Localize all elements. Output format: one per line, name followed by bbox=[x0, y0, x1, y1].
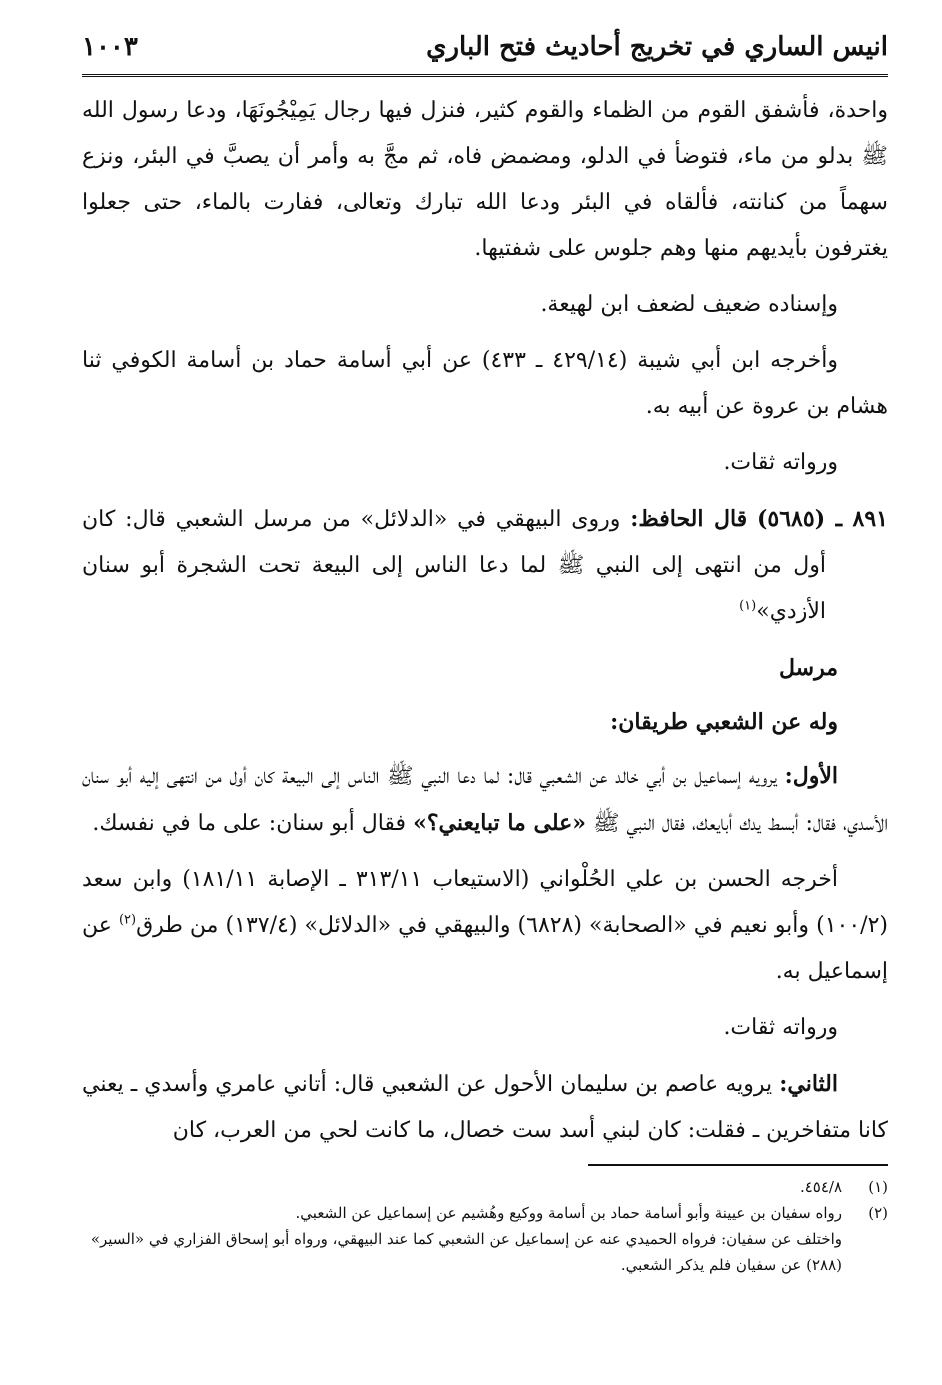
paragraph-continuation: واحدة، فأشفق القوم من الظماء والقوم كثير، فنزل فيها رجال يَمِيْجُونَهَا، ودعا رسول الله ﷺ بدلو من ماء، فتوضأ في الدلو، ومضمض فاه، ثم مجَّ به وأمر أن يصبَّ في البئر، ونزع سهماً من كنانته، فألقاه في البئر ودعا الله تبارك وتعالى، ففارت بالماء، حتى جعلوا يغترفون بأيديهم منها وهم جلوس على شفتيها. bbox=[82, 98, 888, 261]
page-number: ١٠٠٣ bbox=[82, 32, 138, 62]
footnote-1 bbox=[82, 1174, 888, 1200]
hadith-number: ٨٩١ ـ (٥٦٨٥) bbox=[757, 506, 888, 532]
page-header bbox=[82, 30, 888, 74]
paragraph-first-route-takhrij bbox=[82, 857, 888, 995]
footnote-number: (١) bbox=[868, 1178, 888, 1196]
hadith-891 bbox=[82, 496, 888, 635]
second-route-label: الثاني: bbox=[779, 1071, 838, 1097]
takhrij-text: أخرجه الحسن بن علي الحُلْواني (الاستيعاب ٣١٣/١١ ـ الإصابة ١٨١/١١) وابن سعد (١٠٠/٢) وأبو نعيم في «الصحابة» (٦٨٢٨) والبيهقي في «الدلائل» (١٣٧/٤) من طرق bbox=[82, 867, 888, 938]
hadith-text: وروى البيهقي في «الدلائل» من مرسل الشعبي قال: كان أول من انتهى إلى النبي ﷺ لما دعا الناس إلى البيعة تحت الشجرة أبو سنان الأزدي» bbox=[82, 507, 826, 624]
paragraph-narrators-2: ورواته ثقات. bbox=[723, 1015, 838, 1040]
footnote-number: (٢) bbox=[868, 1204, 888, 1222]
first-route-label: الأول: bbox=[784, 763, 838, 789]
footnote-2-continuation: واختلف عن سفيان: فرواه الحميدي عنه عن إسماعيل عن الشعبي كما عند البيهقي، ورواه أبو إسحاق الفزاري في «السير» (٢٨٨) عن سفيان فلم يذكر الشعبي. bbox=[90, 1230, 842, 1274]
footnote-2 bbox=[82, 1200, 888, 1226]
footnotes bbox=[82, 1174, 888, 1278]
section-heading-mursal: مرسل bbox=[778, 655, 838, 681]
takhrij-tail: عن إسماعيل به. bbox=[82, 913, 888, 984]
footnote-text: رواه سفيان بن عيينة وأبو أسامة حماد بن أسامة ووكيع وهُشيم عن إسماعيل عن الشعبي. bbox=[295, 1204, 842, 1222]
header-rule bbox=[82, 74, 888, 80]
hadith-label: قال الحافظ: bbox=[630, 506, 748, 532]
footnote-ref-2[interactable]: (٢) bbox=[118, 912, 137, 928]
footnote-rule bbox=[588, 1164, 888, 1166]
paragraph-takhrij: وأخرجه ابن أبي شيبة (٤٢٩/١٤ ـ ٤٣٣) عن أبي أسامة حماد بن أسامة الكوفي ثنا هشام بن عروة عن أبيه به. bbox=[82, 348, 888, 419]
section-heading-routes: وله عن الشعبي طريقان: bbox=[610, 709, 838, 735]
running-title: انيس الساري في تخريج أحاديث فتح الباري bbox=[426, 32, 888, 62]
first-route-quote: «على ما تبايعني؟» bbox=[413, 810, 586, 836]
main-text bbox=[82, 88, 888, 1164]
first-route-text: يرويه إسماعيل بن أبي خالد عن الشعبي قال: لما دعا النبي ﷺ الناس إلى البيعة كان أول من انتهى إليه أبو سنان الأسدي، فقال: أبسط يدك أبايعك، فقال النبي ﷺ bbox=[82, 764, 888, 836]
footnote-ref-1[interactable]: (١) bbox=[739, 598, 757, 614]
paragraph-grading: وإسناده ضعيف لضعف ابن لهيعة. bbox=[540, 292, 838, 317]
paragraph-second-route bbox=[82, 1061, 888, 1154]
paragraph-first-route bbox=[82, 753, 888, 847]
second-route-text: يرويه عاصم بن سليمان الأحول عن الشعبي قال: أتاني عامري وأسدي ـ يعني كانا متفاخرين ـ فقلت: كان لبني أسد ست خصال، ما كانت لحي من العرب، كان bbox=[82, 1072, 888, 1143]
paragraph-narrators: ورواته ثقات. bbox=[723, 450, 838, 475]
first-route-tail: فقال أبو سنان: على ما في نفسك. bbox=[92, 811, 407, 836]
footnote-text: ٤٥٤/٨. bbox=[799, 1178, 842, 1196]
